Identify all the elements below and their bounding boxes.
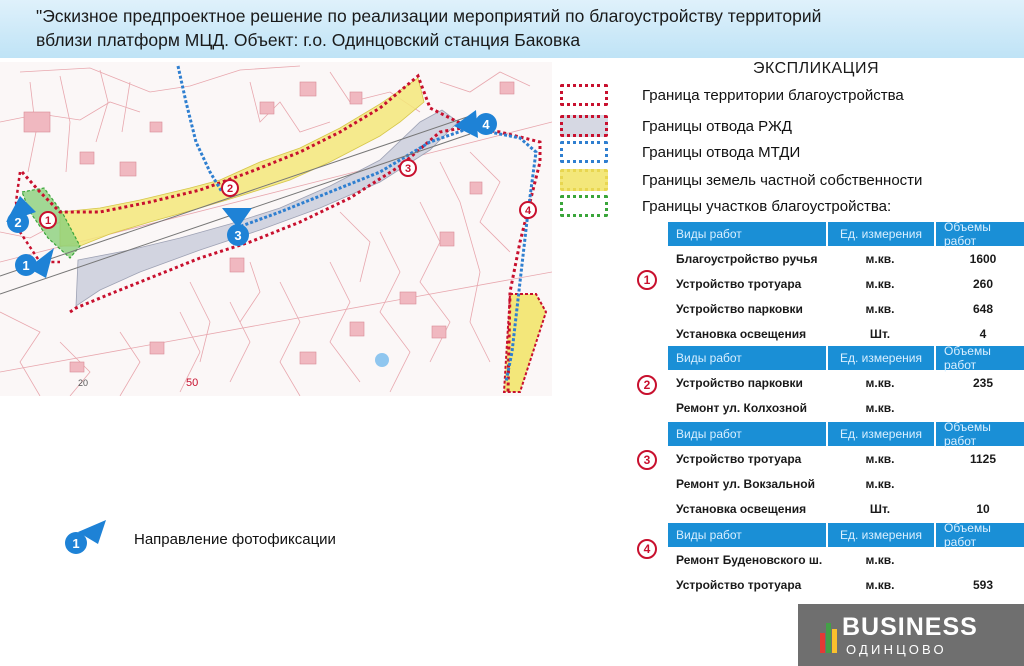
map-marker-red-3 <box>400 160 416 176</box>
table-row <box>668 321 1024 346</box>
table-row <box>668 446 1024 471</box>
header-unit: Ед. измерения <box>826 346 934 370</box>
map-left-label: 20 <box>78 378 89 388</box>
legend-item-plots <box>560 194 891 218</box>
header-volume: Объемы работ <box>934 346 1024 370</box>
legend-item-mtdi <box>560 140 800 164</box>
group-badge-1: 1 <box>637 270 657 290</box>
table-row <box>668 296 1024 321</box>
legend-label: Граница территории благоустройства <box>642 86 904 104</box>
group-badge-4: 4 <box>637 539 657 559</box>
table-header <box>668 422 1024 446</box>
business-odintsovo-logo <box>798 604 1024 666</box>
cell-work: Ремонт Буденовского ш. <box>676 552 823 567</box>
header-unit: Ед. измерения <box>826 523 934 547</box>
svg-text:2: 2 <box>226 183 234 195</box>
table-row <box>668 572 1024 597</box>
table-row <box>668 246 1024 271</box>
brand-city: ОДИНЦОВО <box>846 642 947 657</box>
header-work: Виды работ <box>676 427 742 441</box>
svg-text:1: 1 <box>22 258 30 273</box>
svg-text:2: 2 <box>14 215 22 230</box>
header-work: Виды работ <box>676 227 742 241</box>
svg-text:1: 1 <box>44 215 52 227</box>
legend-swatch-gray-icon <box>560 115 608 137</box>
cell-volume: 235 <box>972 375 994 390</box>
legend-item-private <box>560 168 922 192</box>
legend-title: ЭКСПЛИКАЦИЯ <box>752 60 880 77</box>
header-volume: Объемы работ <box>934 222 1024 246</box>
legend-swatch-red-icon <box>560 84 608 106</box>
cell-volume: 648 <box>972 301 994 316</box>
cell-unit: м.кв. <box>865 375 895 390</box>
works-table-group-2 <box>668 346 1024 420</box>
group-badge-3: 3 <box>637 450 657 470</box>
legend-label: Границы отвода МТДИ <box>642 143 801 161</box>
table-row <box>668 547 1024 572</box>
legend-label: Границы отвода РЖД <box>642 117 792 135</box>
map-marker-red-1 <box>40 212 56 228</box>
cell-work: Устройство тротуара <box>676 276 802 291</box>
table-row <box>668 271 1024 296</box>
cell-volume: 1600 <box>969 251 997 266</box>
works-table-group-3 <box>668 422 1024 521</box>
pond <box>375 353 389 367</box>
cell-volume: 1125 <box>969 451 997 466</box>
cell-unit: м.кв. <box>865 301 895 316</box>
photo-direction-legend <box>62 518 382 558</box>
photo-direction-label: Направление фотофиксации <box>134 531 336 548</box>
cell-work: Установка освещения <box>676 501 807 516</box>
brand-bars-icon <box>820 617 838 653</box>
cell-volume: 10 <box>976 501 990 516</box>
legend-item-boundary <box>560 83 904 107</box>
cell-work: Установка освещения <box>676 326 807 341</box>
map-marker-red-4 <box>520 202 536 218</box>
legend-label: Границы земель частной собственности <box>642 171 923 189</box>
table-row <box>668 395 1024 420</box>
table-header <box>668 523 1024 547</box>
cell-volume: 593 <box>972 577 994 592</box>
cell-unit: м.кв. <box>865 400 895 415</box>
table-row <box>668 471 1024 496</box>
cell-unit: Шт. <box>869 326 891 341</box>
photo-direction-icon <box>62 518 122 558</box>
cell-unit: м.кв. <box>865 476 895 491</box>
header-volume: Объемы работ <box>934 422 1024 446</box>
cell-unit: м.кв. <box>865 552 895 567</box>
legend-label: Границы участков благоустройства: <box>642 197 892 215</box>
cell-unit: м.кв. <box>865 276 895 291</box>
cell-unit: м.кв. <box>865 577 895 592</box>
cell-work: Устройство парковки <box>676 301 803 316</box>
legend-item-rzd <box>560 114 792 138</box>
svg-text:4: 4 <box>524 205 532 217</box>
legend-swatch-yellow-icon <box>560 169 608 191</box>
table-row <box>668 496 1024 521</box>
cell-volume: 260 <box>972 276 994 291</box>
svg-text:4: 4 <box>482 117 490 132</box>
table-header <box>668 346 1024 370</box>
document-title-line-1: "Эскизное предпроектное решение по реализации мероприятий по благоустройству территорий <box>36 6 822 26</box>
map-marker-red-2 <box>222 180 238 196</box>
map-scale-label: 50 <box>186 377 199 389</box>
cell-unit: Шт. <box>869 501 891 516</box>
cell-work: Устройство тротуара <box>676 577 802 592</box>
cell-unit: м.кв. <box>865 251 895 266</box>
header-volume: Объемы работ <box>934 523 1024 547</box>
header-unit: Ед. измерения <box>826 222 934 246</box>
works-table-group-1 <box>668 222 1024 346</box>
table-header <box>668 222 1024 246</box>
cell-work: Ремонт ул. Колхозной <box>676 400 807 415</box>
cell-work: Благоустройство ручья <box>676 251 818 266</box>
legend-swatch-blue-icon <box>560 141 608 163</box>
cell-work: Ремонт ул. Вокзальной <box>676 476 815 491</box>
svg-text:1: 1 <box>72 536 80 551</box>
brand-name: BUSINESS <box>842 613 978 641</box>
site-map <box>0 62 552 396</box>
header-work: Виды работ <box>676 351 742 365</box>
legend-swatch-green-icon <box>560 195 608 217</box>
group-badge-2: 2 <box>637 375 657 395</box>
cell-unit: м.кв. <box>865 451 895 466</box>
site-map-drawing <box>0 62 552 396</box>
document-title-line-2: вблизи платформ МЦД. Объект: г.о. Одинцовский станция Баковка <box>36 30 581 50</box>
svg-text:3: 3 <box>234 228 242 243</box>
works-table-group-4 <box>668 523 1024 597</box>
header-unit: Ед. измерения <box>826 422 934 446</box>
cell-work: Устройство тротуара <box>676 451 802 466</box>
header-work: Виды работ <box>676 528 742 542</box>
cell-volume: 4 <box>979 326 987 341</box>
table-row <box>668 370 1024 395</box>
cell-work: Устройство парковки <box>676 375 803 390</box>
svg-text:3: 3 <box>404 163 412 175</box>
title-bar <box>0 0 1024 58</box>
